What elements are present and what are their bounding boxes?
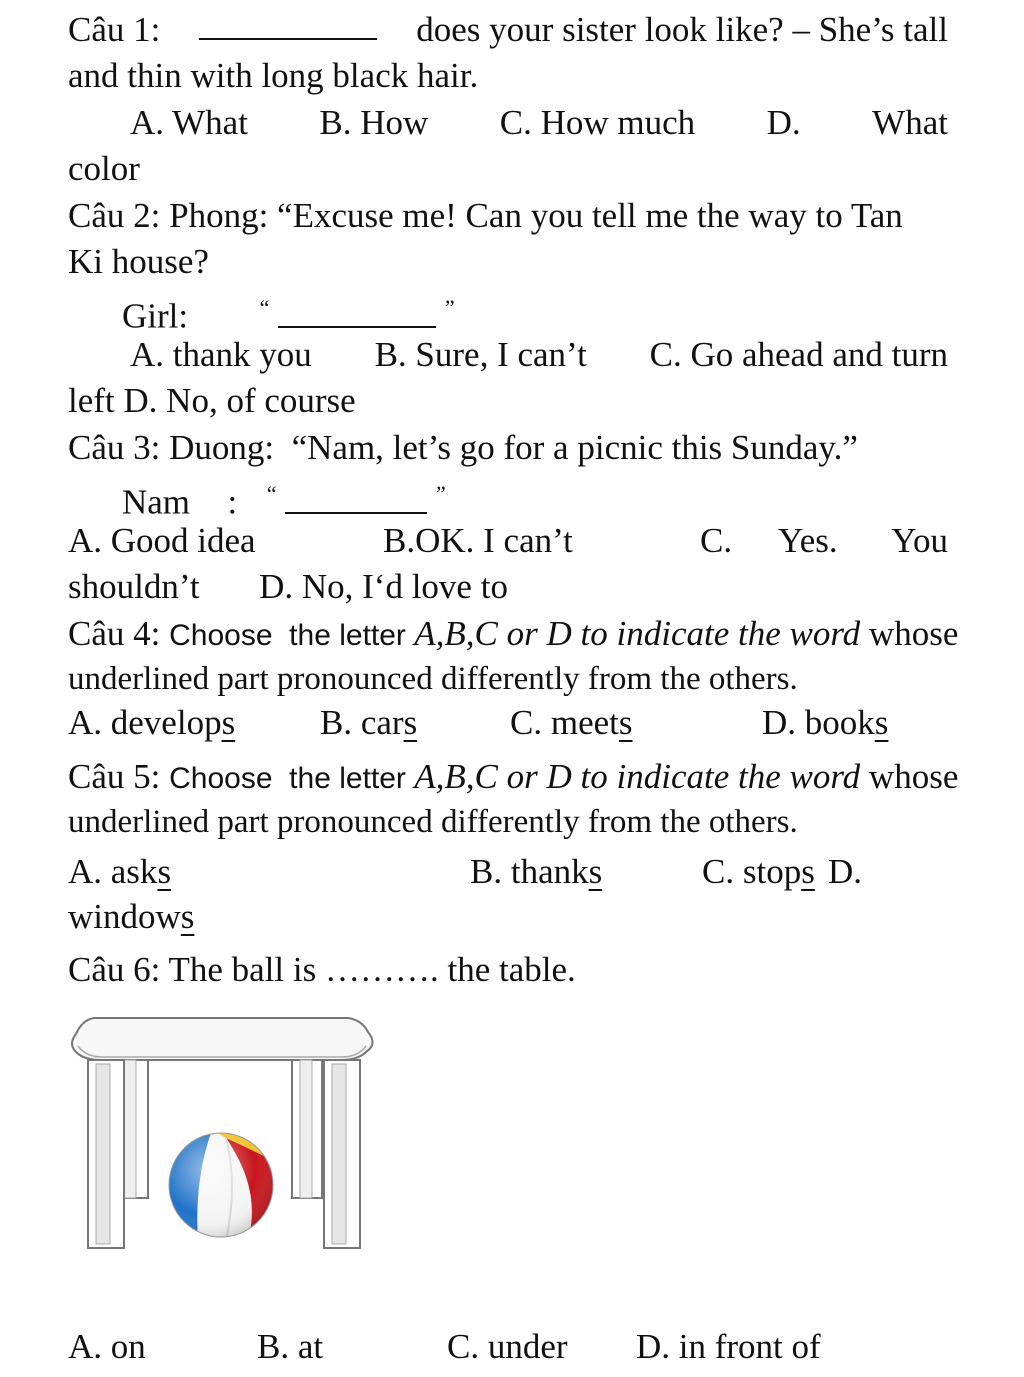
q2-option-a: A. thank you	[130, 335, 312, 374]
q5-option-d-underlined: s	[180, 897, 195, 936]
q1-stem-line2: and thin with long black hair.	[68, 56, 479, 95]
q3-options-line2	[68, 567, 948, 607]
q2-stem-line1: Câu 2: Phong: “Excuse me! Can you tell me the way to Tan	[68, 196, 903, 235]
q3-option-d: D. No, I‘d love to	[259, 567, 508, 606]
q6-stem	[68, 950, 948, 990]
q4-option-d-text: D. book	[762, 703, 875, 742]
q5-option-c-text: C. stop	[702, 852, 802, 891]
q1-option-d-letter: D.	[766, 103, 801, 142]
q6-option-b: B. at	[257, 1327, 324, 1366]
q3-nam-line	[122, 474, 948, 523]
q5-option-c-underlined: s	[801, 852, 815, 891]
q2-girl-line	[122, 288, 948, 337]
q6-option-a: A. on	[68, 1327, 146, 1366]
q2-options	[130, 335, 948, 375]
q6-option-d: D. in front of	[636, 1327, 821, 1366]
q5-option-d-wrap	[68, 897, 948, 937]
q5-option-d-text: window	[68, 897, 181, 936]
q4-option-a-text: A. develop	[68, 703, 222, 742]
ball-under-table-illustration	[66, 1010, 386, 1260]
q2-answer-blank	[278, 298, 436, 328]
q1-option-d-wrap: color	[68, 149, 140, 188]
q4-instr-c: whose	[860, 614, 959, 653]
q6-option-c: C. under	[447, 1327, 568, 1366]
q2-option-b: B. Sure, I can’t	[374, 335, 587, 374]
q3-option-c-word1: Yes.	[778, 521, 838, 560]
q2-speaker: Girl:	[122, 296, 189, 336]
q4-option-d-underlined: s	[874, 703, 889, 742]
q3-option-c-letter: C.	[700, 521, 733, 560]
q4-option-b	[320, 703, 417, 743]
q5-option-b	[470, 852, 602, 892]
q5-instr-a: Choose the letter	[169, 762, 415, 795]
q6-answer-dots: ……….	[324, 950, 439, 989]
q1-option-d-word: What	[872, 103, 948, 142]
q2-option-d: D. No, of course	[123, 381, 356, 420]
q5-instr-italic: A,B,C or D to indicate the word	[414, 757, 861, 796]
q1-option-a: A. What	[130, 103, 248, 142]
q5-option-c	[702, 852, 815, 892]
q1-label: Câu 1:	[68, 10, 161, 49]
q1-option-c: C. How much	[499, 103, 696, 142]
q2-stem-line2: Ki house?	[68, 242, 209, 281]
q5-label: Câu 5:	[68, 757, 161, 796]
q5-option-a	[68, 852, 171, 892]
q1-option-b: B. How	[319, 103, 429, 142]
q5-instr-c: whose	[860, 757, 959, 796]
q4-instr-a: Choose the letter	[169, 619, 415, 652]
q1-stem-rest: does your sister look like? – She’s tall	[416, 10, 948, 49]
q5-instruction-line1	[68, 757, 959, 799]
q3-close-quote: ”	[436, 481, 446, 506]
q4-option-c	[510, 703, 633, 743]
q4-instr-italic: A,B,C or D to indicate the word	[414, 614, 861, 653]
q4-option-a	[68, 703, 235, 743]
q2-options-line2	[68, 381, 948, 421]
q4-instruction-line2: underlined part pronounced differently from the others.	[68, 661, 798, 697]
q3-speaker: Nam	[122, 482, 191, 522]
q3-stem-line1: Câu 3: Duong: “Nam, let’s go for a picnic this Sunday.”	[68, 428, 858, 467]
q5-option-a-underlined: s	[157, 852, 172, 891]
q6-stem-start: Câu 6: The ball is	[68, 950, 325, 989]
q2-close-quote: ”	[444, 295, 455, 320]
q3-answer-blank	[285, 484, 427, 514]
q4-option-b-text: B. car	[320, 703, 404, 742]
q4-option-b-underlined: s	[403, 703, 418, 742]
q5-option-b-underlined: s	[588, 852, 603, 891]
q4-option-c-underlined: s	[618, 703, 633, 742]
q4-label: Câu 4:	[68, 614, 161, 653]
q2-option-c: C. Go ahead and turn	[649, 335, 948, 374]
q2-option-c-wrap: left	[68, 381, 115, 420]
q3-option-a: A. Good idea	[68, 521, 256, 560]
q1-answer-blank	[199, 10, 377, 40]
q4-option-d	[762, 703, 888, 743]
q5-option-a-text: A. ask	[68, 852, 158, 891]
q5-option-b-text: B. thank	[470, 852, 589, 891]
q6-stem-end: the table.	[438, 950, 576, 989]
q4-instruction-line1	[68, 614, 959, 656]
ball-drawing	[166, 1130, 276, 1240]
q3-option-b: B.OK. I can’t	[383, 521, 573, 560]
q2-open-quote: “	[259, 295, 270, 320]
q3-open-quote: “	[266, 481, 277, 506]
q3-option-c-wrap: shouldn’t	[68, 567, 200, 606]
q1-options	[130, 103, 948, 143]
q4-option-c-text: C. meet	[510, 703, 619, 742]
q3-option-c-word2: You	[891, 521, 948, 560]
q1-stem-line1	[68, 10, 948, 50]
q3-colon: :	[227, 482, 238, 522]
q5-option-d-letter: D.	[828, 852, 863, 891]
q4-option-a-underlined: s	[221, 703, 236, 742]
q5-instruction-line2: underlined part pronounced differently from the others.	[68, 804, 798, 840]
